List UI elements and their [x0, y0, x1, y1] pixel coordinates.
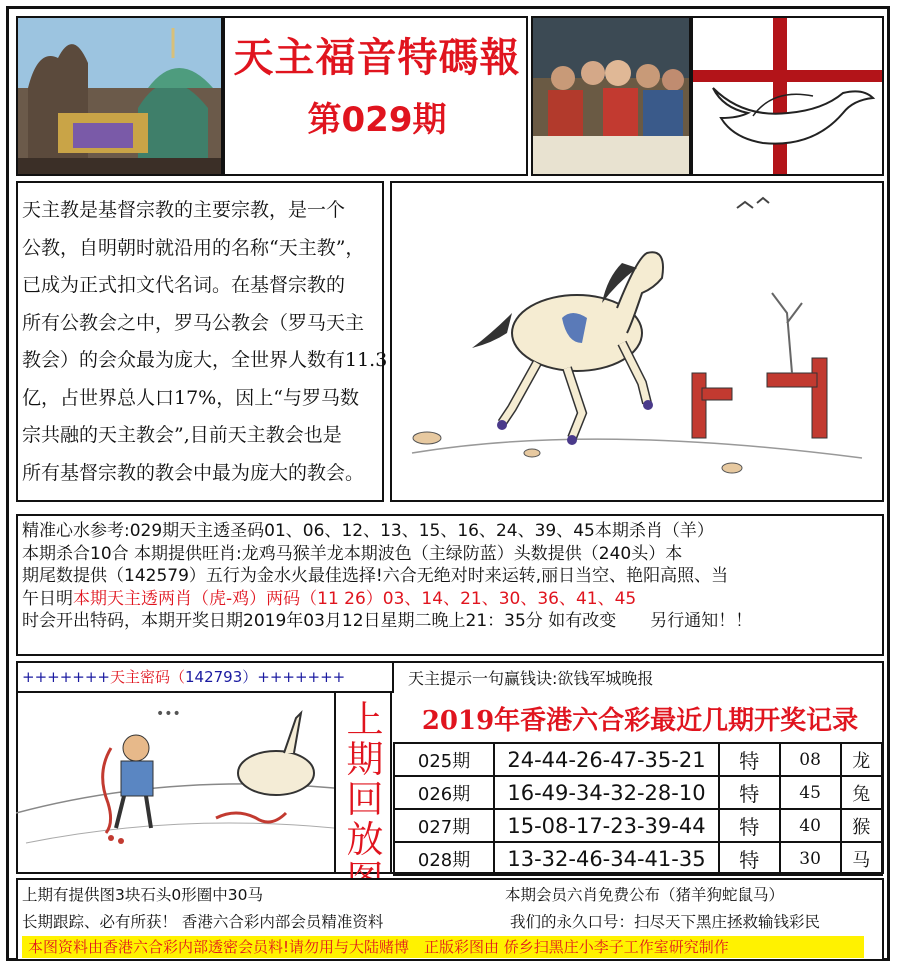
code-label: 天主密码（	[109, 668, 185, 686]
replay-char: 放	[346, 818, 384, 861]
code-prefix: +++++++	[22, 668, 110, 686]
info-line-4-prefix: 午日明	[22, 588, 73, 609]
intro-line: 所有公教会之中，罗马公教会（罗马天主	[22, 311, 365, 334]
special-number: 40	[780, 809, 841, 842]
numbers-cell: 16-49-34-32-28-10	[494, 776, 719, 809]
code-suffix: ）+++++++	[242, 668, 346, 686]
special-label: 特	[719, 743, 780, 776]
numbers-cell: 13-32-46-34-41-35	[494, 842, 719, 875]
table-row	[394, 842, 882, 875]
page-title: 天主福音特碼報	[233, 35, 521, 81]
tip-text: 天主提示一句赢钱诀:欲钱军城晚报	[408, 669, 654, 688]
info-line-4	[22, 588, 882, 611]
info-line-3: 期尾数提供（142579）五行为金水火最佳选择!六合无绝对时来运转,丽日当空、艳阳高照、当	[22, 566, 729, 586]
info-line-1: 精准心水参考:029期天主透圣码01、06、12、13、15、16、24、39、45本期杀肖（羊）	[22, 521, 714, 541]
results-title: 2019年香港六合彩最近几期开奖记录	[421, 706, 859, 736]
period-cell: 025期	[394, 743, 494, 776]
intro-line: 亿，占世界总人口17%，因上“与罗马数	[22, 386, 359, 409]
results-table	[393, 742, 883, 876]
secret-code	[22, 666, 345, 687]
replay-char: 上	[346, 698, 384, 741]
issue-number: 第029期	[307, 100, 447, 140]
cross-dove-image	[691, 16, 884, 176]
table-row	[394, 809, 882, 842]
zodiac-cell: 猴	[841, 809, 882, 842]
intro-line: 天主教是基督宗教的主要宗教，是一个	[22, 199, 346, 221]
replay-char: 期	[346, 738, 384, 781]
intro-line: 公教，自明朝时就沿用的名称“天主教”，	[22, 236, 365, 259]
intro-line: 宗共融的天主教会”,目前天主教会也是	[22, 424, 342, 446]
numbers-cell: 24-44-26-47-35-21	[494, 743, 719, 776]
info-text	[22, 520, 882, 633]
church-image	[16, 16, 223, 176]
replay-label	[340, 700, 390, 900]
horse-illustration	[390, 181, 884, 502]
divider	[390, 693, 392, 874]
svg-text:•••: •••	[156, 706, 181, 722]
footer-left-2: 长期跟踪、必有所获！ 香港六合彩内部会员精准资料	[22, 913, 384, 931]
footer-right-1: 本期会员六肖免费公布（猪羊狗蛇鼠马）	[505, 886, 785, 904]
info-line-5: 时会开出特码，本期开奖日期2019年03月12日星期二晚上21：35分 如有改变 另行通知！！	[22, 611, 753, 631]
zodiac-cell: 龙	[841, 743, 882, 776]
table-row	[394, 776, 882, 809]
footer-banner: 本图资料由香港六合彩内部透密会员料!请勿用与大陆赌博 正版彩图由 侨乡扫黑庄小李子工作室研究制作	[22, 936, 864, 958]
intro-text	[22, 192, 392, 492]
replay-char: 回	[346, 778, 384, 821]
special-number: 45	[780, 776, 841, 809]
period-cell: 027期	[394, 809, 494, 842]
last-supper-image	[531, 16, 691, 176]
intro-line: 已成为正式扣文代名词。在基督宗教的	[22, 274, 346, 296]
footer-left-1: 上期有提供图3块石头0形圈中30马	[22, 886, 263, 904]
intro-line: 所有基督宗教的教会中最为庞大的教会。	[22, 461, 365, 484]
info-line-4-highlight: 本期天主透两肖（虎-鸡）两码（11 26）03、14、21、30、36、41、45	[73, 588, 637, 609]
special-label: 特	[719, 776, 780, 809]
special-number: 30	[780, 842, 841, 875]
footer-right-2: 我们的永久口号：扫尽天下黑庄拯救输钱彩民	[510, 913, 821, 931]
info-line-2: 本期杀合10合 本期提供旺肖:龙鸡马猴羊龙本期波色（主绿防蓝）头数提供（240头）本	[22, 543, 683, 564]
special-number: 08	[780, 743, 841, 776]
period-cell: 028期	[394, 842, 494, 875]
zodiac-cell: 兔	[841, 776, 882, 809]
table-row	[394, 743, 882, 776]
code-value: 142793	[185, 668, 243, 686]
period-cell: 026期	[394, 776, 494, 809]
special-label: 特	[719, 809, 780, 842]
numbers-cell: 15-08-17-23-39-44	[494, 809, 719, 842]
intro-line: 教会）的会众最为庞大，全世界人数有11.3	[22, 349, 388, 371]
special-label: 特	[719, 842, 780, 875]
replay-illustration	[16, 693, 336, 874]
zodiac-cell: 马	[841, 842, 882, 875]
